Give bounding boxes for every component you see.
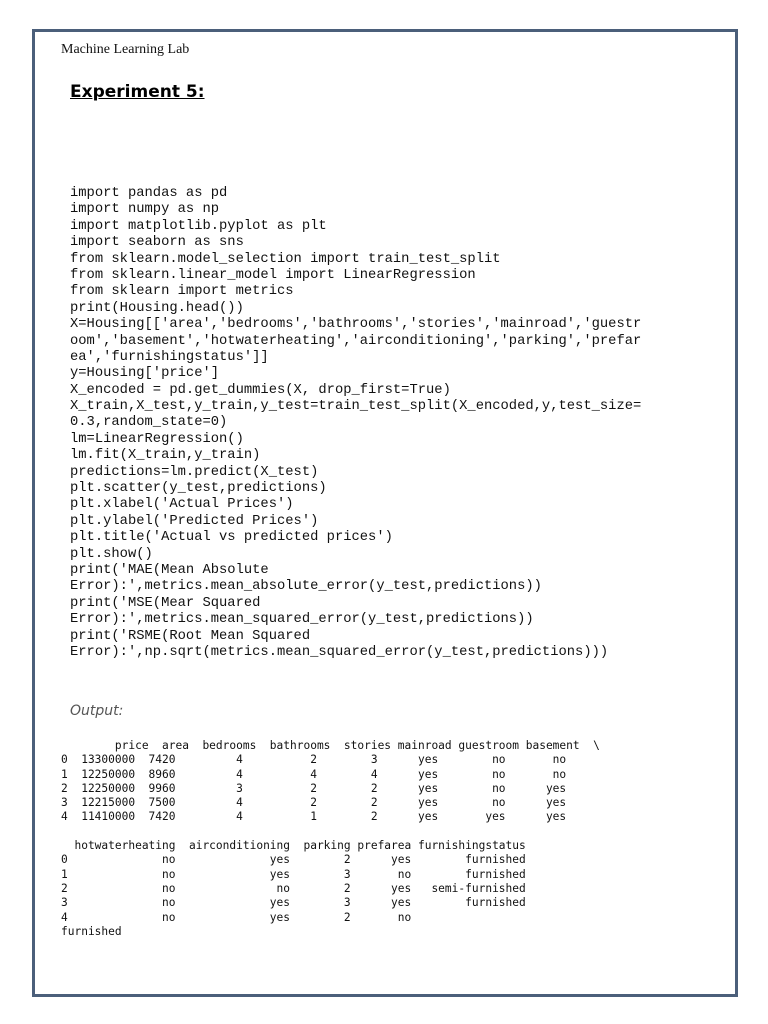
code-line: y=Housing['price']: [70, 366, 220, 382]
code-line: import matplotlib.pyplot as plt: [70, 218, 327, 234]
output-block: [61, 739, 600, 939]
code-line: print('RSME(Root Mean Squared: [70, 628, 311, 644]
output-line: 4 11410000 7420 4 1 2 yes yes yes: [61, 810, 567, 824]
code-line: plt.show(): [70, 546, 153, 562]
code-line: predictions=lm.predict(X_test): [70, 464, 319, 480]
output-line: [61, 825, 600, 839]
output-line: 2 no no 2 yes semi-furnished: [61, 881, 526, 895]
output-line: 2 12250000 9960 3 2 2 yes no yes: [61, 781, 567, 795]
code-line: import seaborn as sns: [70, 235, 244, 251]
code-line: lm.fit(X_train,y_train): [70, 448, 261, 464]
code-line: from sklearn.linear_model import LinearRegression: [70, 267, 476, 283]
code-line: Error):',metrics.mean_absolute_error(y_test,predictions)): [70, 579, 542, 595]
code-block: [70, 186, 641, 661]
output-label: Output:: [70, 703, 124, 719]
code-line: plt.xlabel('Actual Prices'): [70, 497, 294, 513]
output-line: 0 13300000 7420 4 2 3 yes no no: [61, 753, 567, 767]
output-line: furnished: [61, 924, 122, 938]
code-line: X_encoded = pd.get_dummies(X, drop_first=True): [70, 382, 451, 398]
output-line: 4 no yes 2 no: [61, 910, 412, 924]
code-line: import pandas as pd: [70, 186, 228, 201]
code-line: from sklearn.model_selection import train_test_split: [70, 251, 501, 267]
output-line: 1 12250000 8960 4 4 4 yes no no: [61, 767, 567, 781]
experiment-title: Experiment 5:: [70, 82, 205, 102]
code-line: from sklearn import metrics: [70, 284, 294, 300]
output-line: 3 no yes 3 yes furnished: [61, 896, 526, 910]
code-line: import numpy as np: [70, 202, 220, 218]
code-line: 0.3,random_state=0): [70, 415, 228, 431]
code-line: plt.scatter(y_test,predictions): [70, 481, 327, 497]
output-line: price area bedrooms bathrooms stories mainroad guestroom basement \: [61, 739, 600, 752]
code-line: Error):',metrics.mean_squared_error(y_test,predictions)): [70, 612, 534, 628]
code-line: print('MAE(Mean Absolute: [70, 562, 269, 578]
output-line: hotwaterheating airconditioning parking prefarea furnishingstatus: [61, 839, 526, 853]
code-line: plt.title('Actual vs predicted prices'): [70, 530, 393, 546]
code-line: Error):',np.sqrt(metrics.mean_squared_error(y_test,predictions))): [70, 644, 609, 660]
code-line: ea','furnishingstatus']]: [70, 349, 269, 365]
lab-header: Machine Learning Lab: [61, 42, 190, 57]
code-line: X_train,X_test,y_train,y_test=train_test_split(X_encoded,y,test_size=: [70, 399, 642, 415]
code-line: X=Housing[['area','bedrooms','bathrooms','stories','mainroad','guestr: [70, 317, 642, 333]
code-line: plt.ylabel('Predicted Prices'): [70, 513, 319, 529]
output-line: 3 12215000 7500 4 2 2 yes no yes: [61, 796, 567, 810]
code-line: oom','basement','hotwaterheating','airconditioning','parking','prefar: [70, 333, 642, 349]
code-line: print('MSE(Mear Squared: [70, 595, 261, 611]
output-line: 1 no yes 3 no furnished: [61, 867, 526, 881]
code-line: lm=LinearRegression(): [70, 431, 244, 447]
code-line: print(Housing.head()): [70, 300, 244, 316]
output-line: 0 no yes 2 yes furnished: [61, 853, 526, 867]
